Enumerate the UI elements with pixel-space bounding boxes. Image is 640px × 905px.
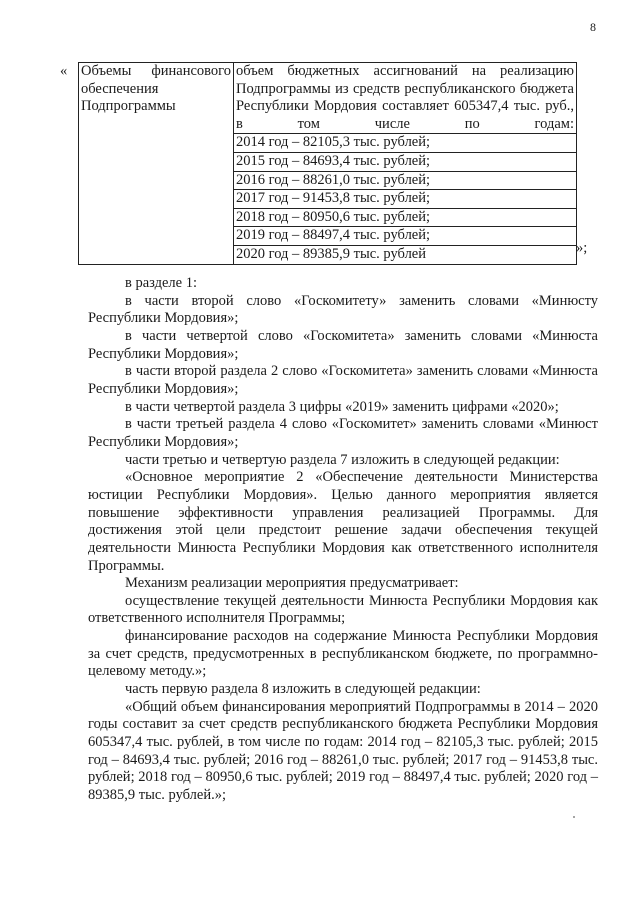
paragraph: в разделе 1: — [125, 275, 198, 291]
financing-label: Объемы финансового обеспечения Подпрограммы — [81, 63, 231, 115]
year-row-2017: 2017 год – 91453,8 тыс. рублей; — [234, 189, 576, 208]
financing-value-cell — [234, 63, 577, 265]
paragraph: часть первую раздела 8 изложить в следующей редакции: — [125, 681, 481, 698]
amendments-text — [88, 275, 598, 805]
opening-quote: « — [60, 63, 68, 79]
year-row-2016: 2016 год – 88261,0 тыс. рублей; — [234, 171, 576, 190]
scan-speck — [573, 816, 575, 818]
page-number: 8 — [590, 20, 596, 34]
year-row-2014: 2014 год – 82105,3 тыс. рублей; — [234, 133, 576, 152]
paragraph: в части четвертой слово «Госкомитета» заменить словами «Минюста Республики Мордовия»; — [88, 327, 598, 362]
closing-quote: »; — [576, 240, 588, 256]
financing-table — [78, 62, 577, 265]
year-row-2015: 2015 год – 84693,4 тыс. рублей; — [234, 152, 576, 171]
year-row-2019: 2019 год – 88497,4 тыс. рублей; — [234, 226, 576, 245]
paragraph: финансирование расходов на содержание Минюста Республики Мордовия за счет средств, предусмотренных в республиканском бюджете, по программно-целевому методу.»; — [88, 628, 598, 680]
paragraph: Механизм реализации мероприятия предусматривает: — [125, 575, 459, 592]
paragraph: «Общий объем финансирования мероприятий Подпрограммы в 2014 – 2020 годы составит за счет средств республиканского бюджета Республики Мордовия 605347,4 тыс. рублей, в том числе по годам: 2014 год – 82105,3 тыс. рублей; 2015 год – 84693,4 тыс. рублей; 2016 год – 88261,0 тыс. рублей; 2017 год – 91453,8 тыс. рублей; 2018 год – 80950,6 тыс. рублей; 2019 год – 88497,4 тыс. рублей; 2020 год – 89385,9 тыс. рублей.»; — [88, 698, 598, 804]
paragraph: в части третьей раздела 4 слово «Госкомитет» заменить словами «Минюст Республики Мордовия»; — [88, 416, 598, 450]
paragraph: «Основное мероприятие 2 «Обеспечение деятельности Министерства юстиции Республики Мордовия». Целью данного мероприятия является повышение эффективности управления реализацией Программы. Для достижения этой цели предстоит решение задачи обеспечения текущей деятельности Минюста Республики Мордовия как ответственного исполнителя Программы. — [88, 469, 598, 574]
financing-label-cell — [79, 63, 234, 265]
paragraph: в части четвертой раздела 3 цифры «2019» заменить цифрами «2020»; — [125, 398, 559, 415]
year-row-2018: 2018 год – 80950,6 тыс. рублей; — [234, 208, 576, 227]
paragraph: осуществление текущей деятельности Минюста Республики Мордовия как ответственного исполнителя Программы; — [88, 592, 598, 627]
financing-row — [79, 63, 577, 265]
paragraph: в части второй слово «Госкомитету» заменить словами «Минюсту Республики Мордовия»; — [88, 292, 598, 327]
paragraph: в части второй раздела 2 слово «Госкомитета» заменить словами «Минюста Республики Мордовия»; — [88, 363, 598, 397]
paragraph: части третью и четвертую раздела 7 изложить в следующей редакции: — [125, 451, 560, 468]
financing-lead-text: объем бюджетных ассигнований на реализацию Подпрограммы из средств республиканского бюджета Республики Мордовия составляет 605347,4 тыс. руб., в том числе по годам: — [236, 63, 574, 132]
year-row-2020: 2020 год – 89385,9 тыс. рублей — [234, 245, 576, 264]
